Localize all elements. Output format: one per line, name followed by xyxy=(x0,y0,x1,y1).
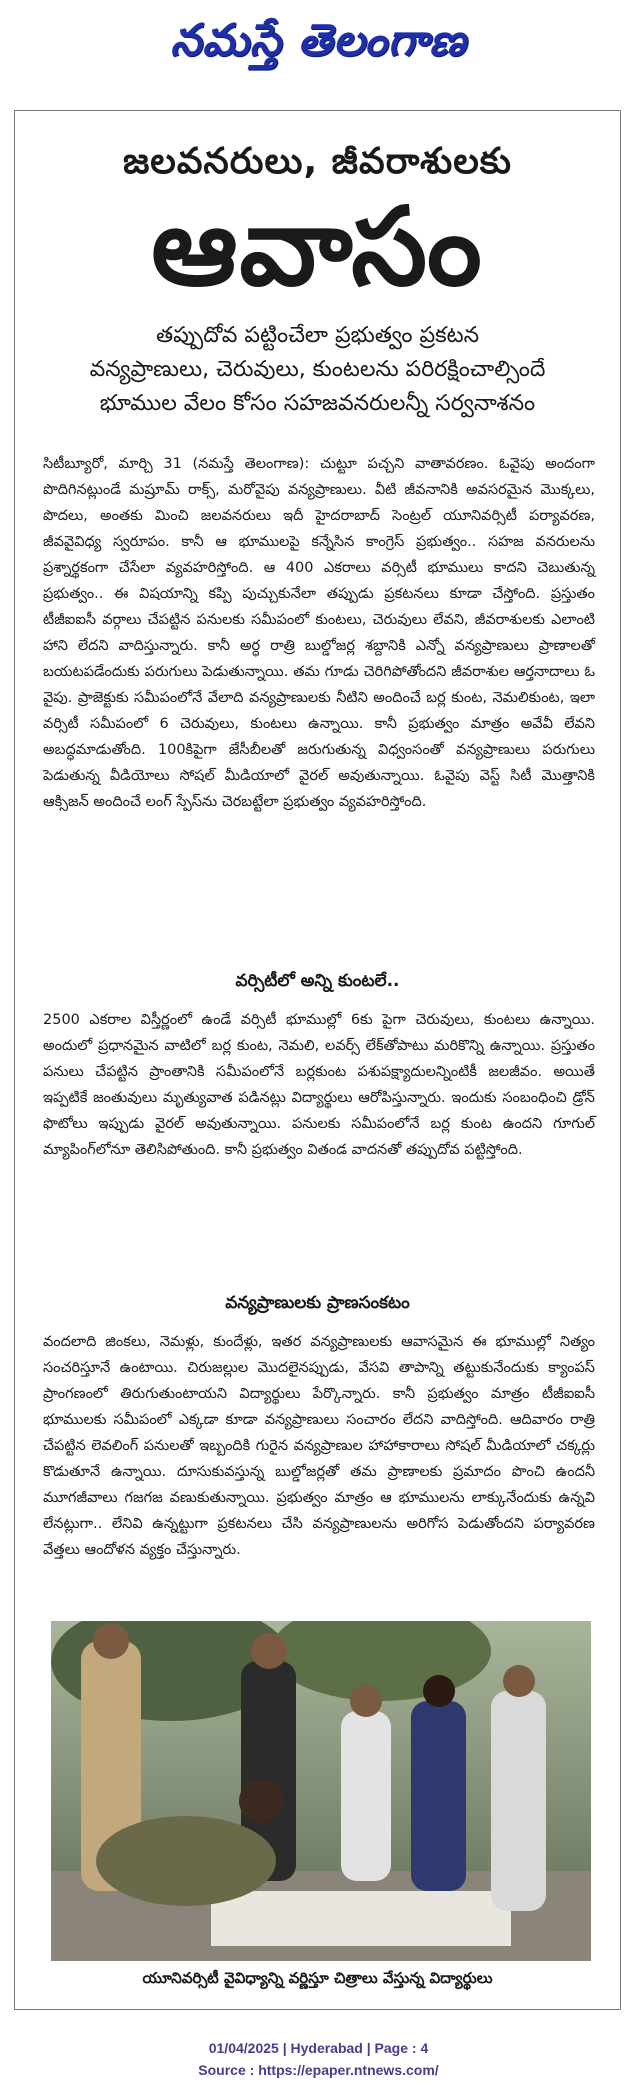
source-link[interactable]: Source : https://epaper.ntnews.com/ xyxy=(198,2062,439,2078)
subheadline-3: భూముల వేలం కోసం సహజవనరులన్నీ సర్వనాశనం xyxy=(99,391,536,416)
article-frame xyxy=(14,110,621,2010)
headline-main: ఆవాసం xyxy=(151,185,484,310)
article-paragraph-3: వందలాది జింకలు, నెమళ్లు, కుందేళ్లు, ఇతర వన్యప్రాణులకు ఆవాసమైన ఈ భూముల్లో నిత్యం సంచరిస్తూనే ఉంటాయి. చిరుజల్లుల మొదలైనప్పుడు, వేసవి తాపాన్ని తట్టుకునేందుకు క్యాంపస్ ప్రాంగణంలో తిరుగుతుంటాయని విద్యార్థులు పేర్కొన్నారు. కానీ ప్రభుత్వం మాత్రం టీజీఐఐసీ భూములకు సమీపంలో ఎక్కడా కూడా వన్యప్రాణులు సంచారం లేదని వాదిస్తోంది. ఆదివారం రాత్రి చేపట్టిన లెవలింగ్ పనులతో ఇబ్బందికి గురైన వన్యప్రాణుల హాహాకారాలు సోషల్ మీడియాలో చక్కర్లు కొడుతూనే ఉన్నాయి. దూసుకువస్తున్న బుల్డోజర్లతో తమ ప్రాణాలకు ప్రమాదం పొంచి ఉందనీ మూగజీవాలు గజగజ వణుకుతున్నాయి. ప్రభుత్వం మాత్రం ఆ భూములను లాక్కునేందుకు ఉన్నవి లేనట్లుగా.. లేనివి ఉన్నట్టుగా ప్రకటనలు చేసి వన్యప్రాణులను అరిగోస పెడుతోందని పర్యావరణ వేత్తలు ఆందోళన వ్యక్తం చేస్తున్నారు. xyxy=(43,1334,595,1558)
headline-line1: జలవనరులు, జీవరాశులకు xyxy=(122,141,512,182)
students-painting-photo xyxy=(51,1621,591,1961)
news-photo xyxy=(51,1621,591,1961)
photo-caption: యూనివర్సిటీ వైవిధ్యాన్ని వర్ణిస్తూ చిత్రాలు వేస్తున్న విద్యార్థులు xyxy=(142,1969,493,1987)
article-paragraph-2: 2500 ఎకరాల విస్తీర్ణంలో ఉండే వర్సిటీ భూముల్లో 6కు పైగా చెరువులు, కుంటలు ఉన్నాయి. అందులో ప్రధానమైన వాటిలో బర్ల కుంట, నెమలి, లవర్స్ లేక్‌తోపాటు మరికొన్ని ఉన్నాయి. ప్రస్తుతం పనులు చేపట్టిన ప్రాంతానికి సమీపంలోనే బర్లకుంట పశుపక్ష్యాదులన్నింటికీ జలజీవం. అయితే ఇప్పటికే జంతువులు మృత్యువాత పడినట్లు విద్యార్థులు ఆరోపిస్తున్నారు. ఇందుకు సంబంధించి డ్రోన్ ఫొటోలు ఇప్పుడు వైరల్ అవుతున్నాయి. పనులకు సమీపంలోనే బర్ల కుంట ఉందని గూగుల్ మ్యాపింగ్‌లోనూ తెలిసిపోతుంది. కానీ ప్రభుత్వం వితండ వాదనతో తప్పుదోవ పట్టిస్తోంది. xyxy=(43,1012,595,1158)
section-heading-1: వర్సిటీలో అన్ని కుంటలే.. xyxy=(235,971,400,991)
masthead xyxy=(0,0,637,92)
section-heading-2: వన్యప్రాణులకు ప్రాణసంకటం xyxy=(225,1293,410,1313)
subheadline-2: వన్యప్రాణులు, చెరువులు, కుంటలను పరిరక్షించాల్సిందే xyxy=(89,357,546,382)
page-info: 01/04/2025 | Hyderabad | Page : 4 xyxy=(208,2040,429,2056)
subheadline-1: తప్పుదోవ పట్టించేలా ప్రభుత్వం ప్రకటన xyxy=(155,323,480,348)
newspaper-logo-title: నమస్తే తెలంగాణ xyxy=(170,15,467,66)
article-paragraph-1: సిటీబ్యూరో, మార్చి 31 (నమస్తే తెలంగాణ): చుట్టూ పచ్చని వాతావరణం. ఓవైపు అందంగా పొదిగినట్లుండే మష్రూమ్ రాక్స్, మరోవైపు వన్యప్రాణులు. వీటి జీవనానికి అవసరమైన మొక్కలు, పొదలు, అంతకు మించి జలవనరులు ఇదీ హైదరాబాద్ సెంట్రల్ యూనివర్సిటీ పర్యావరణ, జీవవైవిధ్య స్వరూపం. కానీ ఆ భూములపై కన్నేసిన కాంగ్రెస్ ప్రభుత్వం.. సహజ వనరులను ప్రశ్నార్థకంగా చేసేలా వ్యవహరిస్తోంది. ఆ 400 ఎకరాలు వర్సిటీ భూములు కాదని చెబుతున్న ప్రభుత్వం.. ఈ విషయాన్ని కప్పి పుచ్చుకునేలా తప్పుడు ప్రకటనలు కూడా చేస్తోంది. ప్రస్తుతం టీజీఐఐసీ వర్గాలు చేపట్టిన పనులకు సమీపంలో కుంటలు, చెరువులు లేవని, జీవరాశులకు ఎలాంటి హాని లేదని వాదిస్తున్నారు. కానీ అర్ధ రాత్రి బుల్డోజర్ల శబ్దానికి ఎన్నో వన్యప్రాణులు ప్రాణాలతో బయటపడేందుకు పరుగులు పెడుతున్నాయి. తమ గూడు చెరిగిపోతోందని జీవరాశుల ఆర్తనాదాలు ఓ వైపు. ప్రాజెక్టుకు సమీపంలోనే వేలాది వన్యప్రాణులకు నీటిని అందించే బర్ల కుంట, నెమలికుంట, ఇలా వర్సిటీ సమీపంలో 6 చెరువులు, కుంటలు ఉన్నాయి. కానీ ప్రభుత్వం మాత్రం అవేవీ లేవని అబద్ధమాడుతోంది. 100కిపైగా జేసీబీలతో జరుగుతున్న విధ్వంసంతో వన్యప్రాణులు పరుగులు పెడుతున్న వీడియోలు సోషల్ మీడియాలో వైరల్ అవుతున్నాయి. ఓవైపు వెస్ట్ సిటీ మొత్తానికి ఆక్సిజన్ అందించే లంగ్ స్పేస్‌ను చెరబట్టేలా ప్రభుత్వం వ్యవహరిస్తోంది. xyxy=(43,456,595,810)
